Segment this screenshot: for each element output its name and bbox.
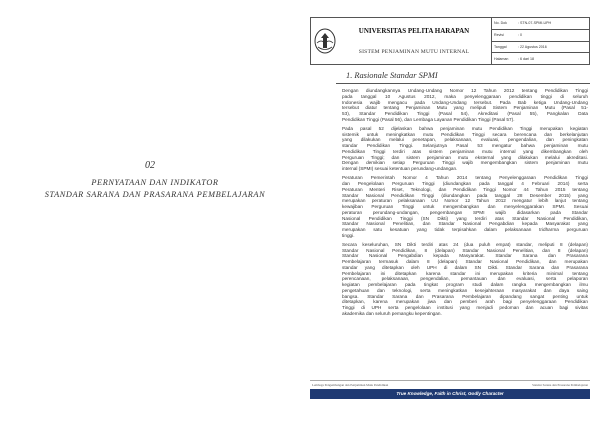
paragraph — [342, 88, 588, 123]
paragraph-line: bangsa. Standar Sarana dan Prasarana Pembelajaran dipandang sangat penting untuk — [342, 293, 588, 299]
paragraph-line: internal (SPMI) sesuai ketentuan perundang-undangan. — [342, 166, 458, 172]
footer-left-text: Lembaga Pengembangan dan Penjaminan Mutu Pendidikan — [312, 383, 389, 387]
paragraph-line: Peraturan Pemerintah Nomor 4 Tahun 2014 tentang Penyelenggaraan Pendidikan Tinggi — [342, 175, 588, 181]
paragraph-line: Standar Nasional Penelitian, dan Standar Nasional Pengabdian kepada Masyarakat yang — [342, 221, 588, 227]
meta-key: Tanggal — [494, 44, 507, 49]
body-text — [342, 88, 588, 320]
paragraph — [342, 175, 588, 238]
paragraph-line: tinggi. — [342, 232, 355, 238]
meta-row — [492, 42, 589, 54]
paragraph-line: Standar Nasional Pendidikan, 8 (delapan) Standar Nasional Penelitian, dan 8 (delapan) — [342, 247, 588, 253]
paragraph-line: Tinggi di UPH serta pengelolaan institusi yang menjadi pedoman dan acuan bagi sivitas — [342, 305, 588, 311]
heading-divider — [336, 83, 590, 84]
section-title-line2: STANDAR SARANA DAN PRASARANA PEMBELAJARAN — [44, 190, 266, 199]
meta-row — [492, 30, 589, 42]
meta-value: : 0 — [518, 33, 522, 38]
footer-divider — [310, 380, 590, 381]
paragraph-line: Nasional Pendidikan Tinggi (SN Dikti) yang terdiri atas Standar Nasional Pendidikan, — [342, 215, 588, 221]
footer-right-text: Standar Sarana dan Prasarana Pembelajaran — [532, 383, 588, 387]
section-number: 02 — [145, 160, 155, 171]
paragraph-line: tersebut diatur tentang Penjaminan Mutu yang meliputi Sistem Penjaminan Mutu (Pasal 51- — [342, 105, 588, 111]
paragraph-line: Standar Nasional Pendidikan Tinggi (diundangkan pada tanggal 28 Desember 2015) yang — [342, 192, 588, 198]
paragraph — [342, 242, 588, 317]
paragraph-line: pengetahuan dan teknologi, serta meningkatkan kesejahteraan masyarakat dan daya saing — [342, 287, 588, 293]
paragraph-line: Peraturan Menteri Riset, Teknologi, dan Pendidikan Tinggi Nomor 44 Tahun 2015 tentang — [342, 186, 588, 192]
paragraph-line: Dengan diundangkannya Undang-Undang Nomor 12 Tahun 2012 tentang Pendidikan Tinggi — [342, 88, 588, 93]
section-title-line1: PERNYATAAN DAN INDIKATOR — [91, 178, 219, 187]
tagline-bar: True Knowledge, Faith in Christ, Godly Character — [310, 389, 590, 399]
meta-key: Revisi — [494, 33, 504, 38]
system-name: SISTEM PENJAMINAN MUTU INTERNAL — [358, 49, 470, 55]
paragraph-line: Pada pasal 52 dijelaskan bahwa penjaminan mutu Pendidikan Tinggi merupakan kegiatan — [342, 125, 588, 131]
paragraph — [342, 126, 588, 172]
content-page — [300, 0, 600, 424]
university-logo-icon — [311, 18, 339, 64]
meta-key: No. Dok — [494, 21, 507, 26]
paragraph-line: sistemik untuk meningkatkan mutu Pendidikan Tinggi secara berencana dan berkelanjutan — [342, 131, 588, 137]
paragraph-line: pada tanggal 10 Agustus 2012, maka penyelenggaraan pendidikan tinggi di seluruh — [342, 93, 588, 99]
paragraph-line: dan Pengelolaan Perguruan Tinggi (diundangkan pada tanggal 4 Februari 2014) serta — [342, 181, 588, 187]
paragraph-line: akademika dan seluruh pemangku kepentingan. — [342, 310, 442, 316]
document-meta — [492, 18, 589, 64]
university-name: UNIVERSITAS PELITA HARAPAN — [358, 27, 470, 35]
meta-row — [492, 18, 589, 30]
paragraph-line: kewajiban Perguruan Tinggi untuk mengembangkan dan menyelenggarakan SPMI. Sesuai — [342, 204, 588, 210]
meta-row — [492, 53, 589, 64]
paragraph-line: Standar Nasional Pengabdian kepada Masyarakat. Standar Sarana dan Prasarana — [342, 253, 588, 259]
paragraph-line: Perguruan Tinggi; dan sistem penjaminan mutu eksternal yang dilakukan melalui akreditasi. — [342, 154, 588, 160]
paragraph-line: standar yang ditetapkan oleh UPH di dalam SN Dikti. Standar Sarana dan Prasarana — [342, 264, 588, 270]
paragraph-line: standar Pendidikan Tinggi. Selanjutnya Pasal 53 mengatur bahwa penjaminan mutu — [342, 143, 588, 149]
meta-value: : STN-07-SPMI-UPH — [518, 21, 552, 26]
document-header — [310, 17, 590, 65]
paragraph-line: 53), Standar Pendidikan Tinggi (Pasal 54), Akreditasi (Pasal 55), Pangkalan Data — [342, 111, 588, 116]
meta-value: : 22 Agustus 2016 — [518, 44, 547, 49]
paragraph-line: Pendidikan Tinggi terdiri atas sistem penjaminan mutu internal yang dikembangkan oleh — [342, 148, 588, 154]
paragraph-line: Indonesia wajib mengacu pada Undang-Undang tersebut. Pada Bab ketiga Undang-Undang — [342, 99, 588, 105]
paragraph-line: merupakan peraturan pelaksanaan UU Nomor 12 Tahun 2012 mengatur lebih lanjut tentang — [342, 198, 588, 204]
paragraph-line: kegiatan pembelajaran pada tingkat program studi dalam rangka mengembangkan ilmu — [342, 282, 588, 288]
paragraph-line: peraturan perundang-undangan, pengembangan SPMI wajib didasarkan pada Standar — [342, 209, 588, 215]
paragraph-line: Pendidikan Tinggi (Pasal 56), dan Lembaga Layanan Pendidikan Tinggi (Pasal 57). — [342, 116, 515, 122]
paragraph-line: Pembelajaran ini ditetapkan karena standar ini merupakan kriteria minimal tentang — [342, 270, 588, 276]
paragraph-line: yang dilakukan melalui penetapan, pelaksanaan, evaluasi, pengendalian, dan peningkatan — [342, 137, 588, 143]
paragraph-line: merupakan satu kesatuan yang tidak terpisahkan dalam pelaksanaan tridharma perguruan — [342, 227, 588, 233]
paragraph-line: Secara keseluruhan, SN Dikti terdiri atas 24 (dua puluh empat) standar, meliputi 8 (delapan) — [342, 241, 588, 247]
paragraph-line: Dengan demikian setiap Perguruan Tinggi wajib mengembangkan sistem penjaminan mutu — [342, 160, 588, 166]
meta-value: : 6 dari 18 — [518, 56, 534, 61]
paragraph-line: perencanaan, pelaksanaan, pengendalian, pemantauan dan evaluasi, serta pelaporan — [342, 276, 588, 282]
section-heading: 1. Rasionale Standar SPMI — [346, 71, 438, 80]
header-title-cell — [339, 18, 492, 64]
meta-key: Halaman — [494, 56, 509, 61]
paragraph-line: Pembelajaran termasuk dalam 8 (delapan) Standar Nasional Pendidikan, dan merupakan — [342, 259, 588, 265]
paragraph-line: ditetapkan, karena merupakan jiwa dan pemberi arah bagi penyelenggaraan Pendidikan — [342, 299, 588, 305]
